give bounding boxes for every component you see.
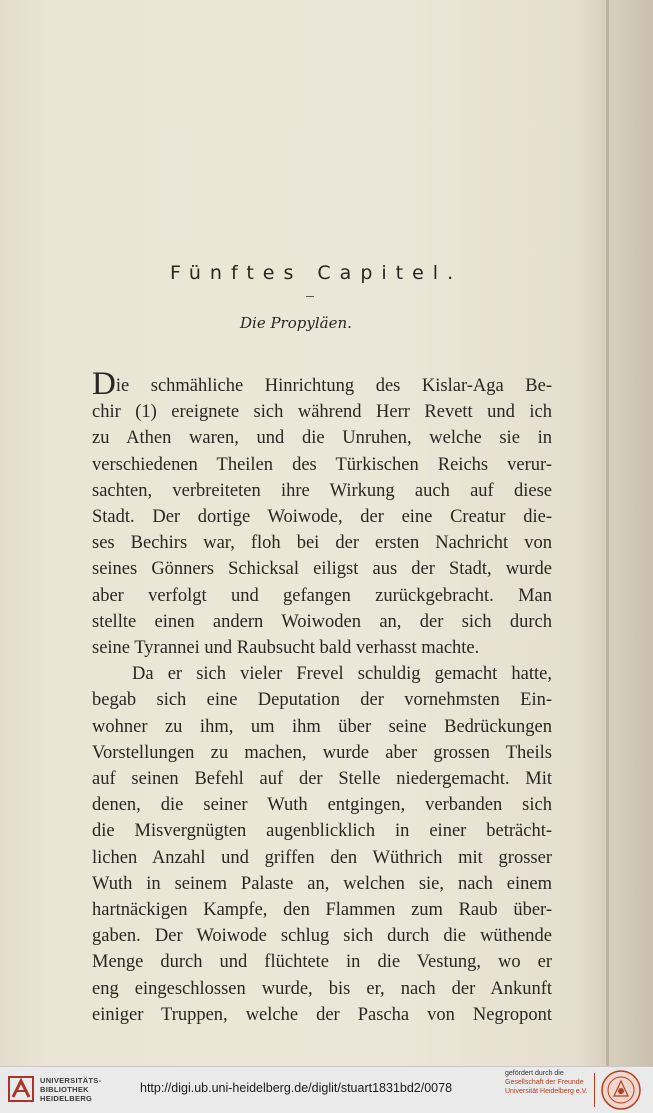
text-line: zu Athen waren, und die Unruhen, welche sie in (92, 428, 552, 449)
title-ornament (306, 296, 314, 297)
text-line: chir (1) ereignete sich während Herr Revett und ich (92, 402, 552, 423)
drop-cap: D (92, 366, 116, 402)
permalink-url[interactable]: http://digi.ub.uni-heidelberg.de/diglit/stuart1831bd2/0078 (140, 1081, 453, 1095)
viewer-footer (0, 1066, 653, 1113)
text-line: seines Gönners Schicksal eiligst aus der Stadt, wurde (92, 559, 552, 580)
text-line: Die schmähliche Hinrichtung des Kislar-Aga Be- (92, 366, 552, 402)
body-text (92, 366, 552, 1028)
text-line: gaben. Der Woiwode schlug sich durch die wüthende (92, 926, 552, 947)
text-line: auf seinen Befehl auf der Stelle niedergemacht. Mit (92, 769, 552, 790)
text-line: begab sich eine Deputation der vornehmsten Ein- (92, 690, 552, 711)
text-line: Stadt. Der dortige Woiwode, der eine Creatur die- (92, 507, 552, 528)
page-edge (606, 0, 609, 1066)
text-line: hartnäckigen Kampfe, den Flammen zum Raub über- (92, 900, 552, 921)
text-line: Wuth in seinem Palaste an, welchen sie, nach einem (92, 873, 552, 894)
text-line: aber verfolgt und gefangen zurückgebracht. Man (92, 585, 552, 606)
text-line: seine Tyrannei und Raubsucht bald verhasst machte. (92, 638, 480, 659)
chapter-subtitle: Die Propyläen. (240, 314, 352, 332)
university-library-logo-icon (8, 1075, 34, 1103)
text-line: Da er sich vieler Frevel schuldig gemacht hatte, (132, 664, 552, 685)
text-line: sachten, verbreiteten ihre Wirkung auch auf diese (92, 480, 552, 501)
text-line: Vorstellungen zu machen, wurde aber grossen Theils (92, 742, 552, 763)
sponsor-note: gefördert durch die Gesellschaft der Freunde Universität Heidelberg e.V. (505, 1070, 588, 1095)
text-line: Menge durch und flüchtete in die Vestung, wo er (92, 952, 552, 973)
text-line: lichen Anzahl und griffen den Wüthrich mit grosser (92, 847, 552, 868)
text-line: verschiedenen Theilen des Türkischen Reichs verur- (92, 454, 552, 475)
library-name: UNIVERSITÄTS- BIBLIOTHEK HEIDELBERG (40, 1076, 102, 1103)
chapter-title: Fünftes Capitel. (170, 262, 463, 284)
sponsor-divider (594, 1073, 595, 1107)
text-line: ses Bechirs war, floh bei der ersten Nachricht von (92, 533, 552, 554)
text-line: wohner zu ihm, um ihm über seine Bedrückungen (92, 716, 552, 737)
text-line: die Misvergnügten augenblicklich in einer beträcht- (92, 821, 552, 842)
text-line: einiger Truppen, welche der Pascha von Negropont (92, 1004, 552, 1025)
university-seal-icon (600, 1069, 642, 1111)
text-line: denen, die seiner Wuth entgingen, verbanden sich (92, 795, 552, 816)
text-line: eng eingeschlossen wurde, bis er, nach der Ankunft (92, 978, 552, 999)
text-line: stellte einen andern Woiwoden an, der sich durch (92, 611, 552, 632)
book-page (60, 0, 600, 1066)
